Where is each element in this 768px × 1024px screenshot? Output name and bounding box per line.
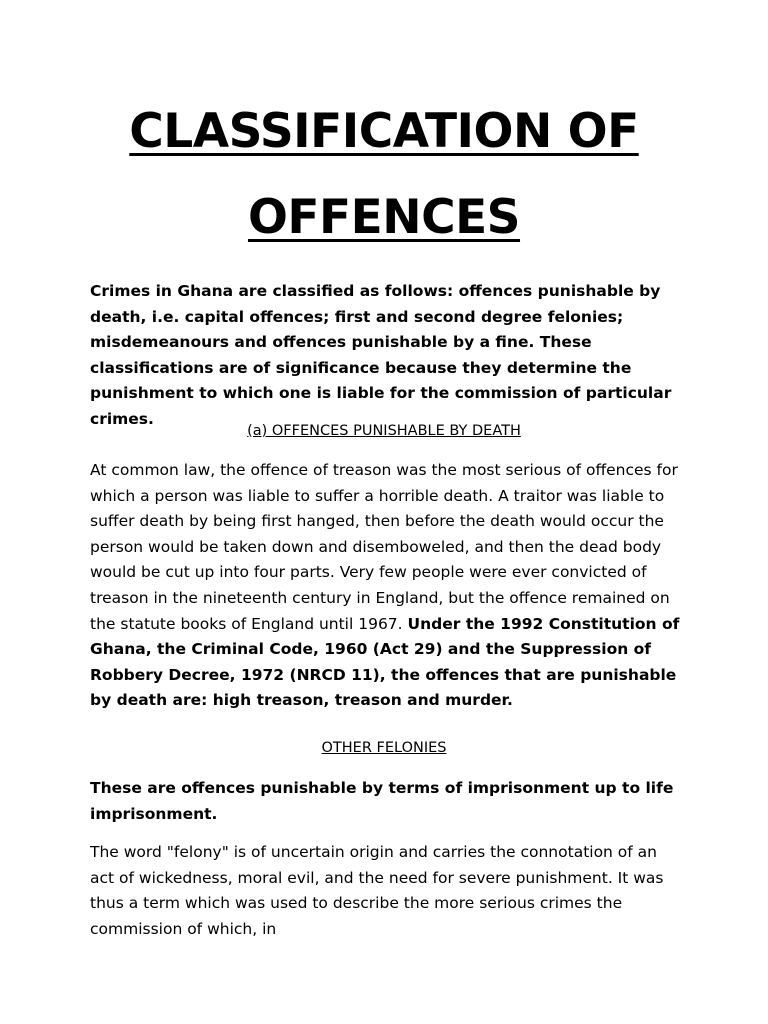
section-paragraph-death-text: At common law, the offence of treason was the most serious of offences for which a person was liable to suffer a horrible death. A traitor was liable to suffer death by being first hanged, then before the death would occur the person would be taken down and disemboweled, and then the dead body would be cut up into four parts. Very few people were ever convicted of treason in the nineteenth century in England, but the offence remained on the statute books of England until 1967. — [90, 461, 678, 633]
document-title-line-2: OFFENCES — [247, 190, 521, 245]
other-felonies-paragraph: The word "felony" is of uncertain origin and carries the connotation of an act of wickedness, moral evil, and the need for severe punishment. It was thus a term which was used to describe the more serious crimes the commission of which, in — [90, 843, 664, 938]
section-paragraph-death-bold: Under the 1992 Constitution of Ghana, the Criminal Code, 1960 (Act 29) and the Suppression of Robbery Decree, 1972 (NRCD 11), the offences that are punishable by death are: high treason, treason and murder. — [90, 614, 680, 710]
section-heading-death: (a) OFFENCES PUNISHABLE BY DEATH — [247, 423, 521, 439]
section-heading-other-felonies: OTHER FELONIES — [321, 740, 447, 756]
other-felonies-intro: These are offences punishable by terms of imprisonment up to life imprisonment. — [90, 779, 674, 823]
document-title-line-1: CLASSIFICATION OF — [129, 104, 639, 159]
intro-paragraph: Crimes in Ghana are classified as follows: offences punishable by death, i.e. capital offences; first and second degree felonies; misdemeanours and offences punishable by a fine. These classifications are of significance because they determine the punishment to which one is liable for the commission of particular crimes. — [90, 282, 672, 428]
section-paragraph-death — [90, 458, 680, 714]
